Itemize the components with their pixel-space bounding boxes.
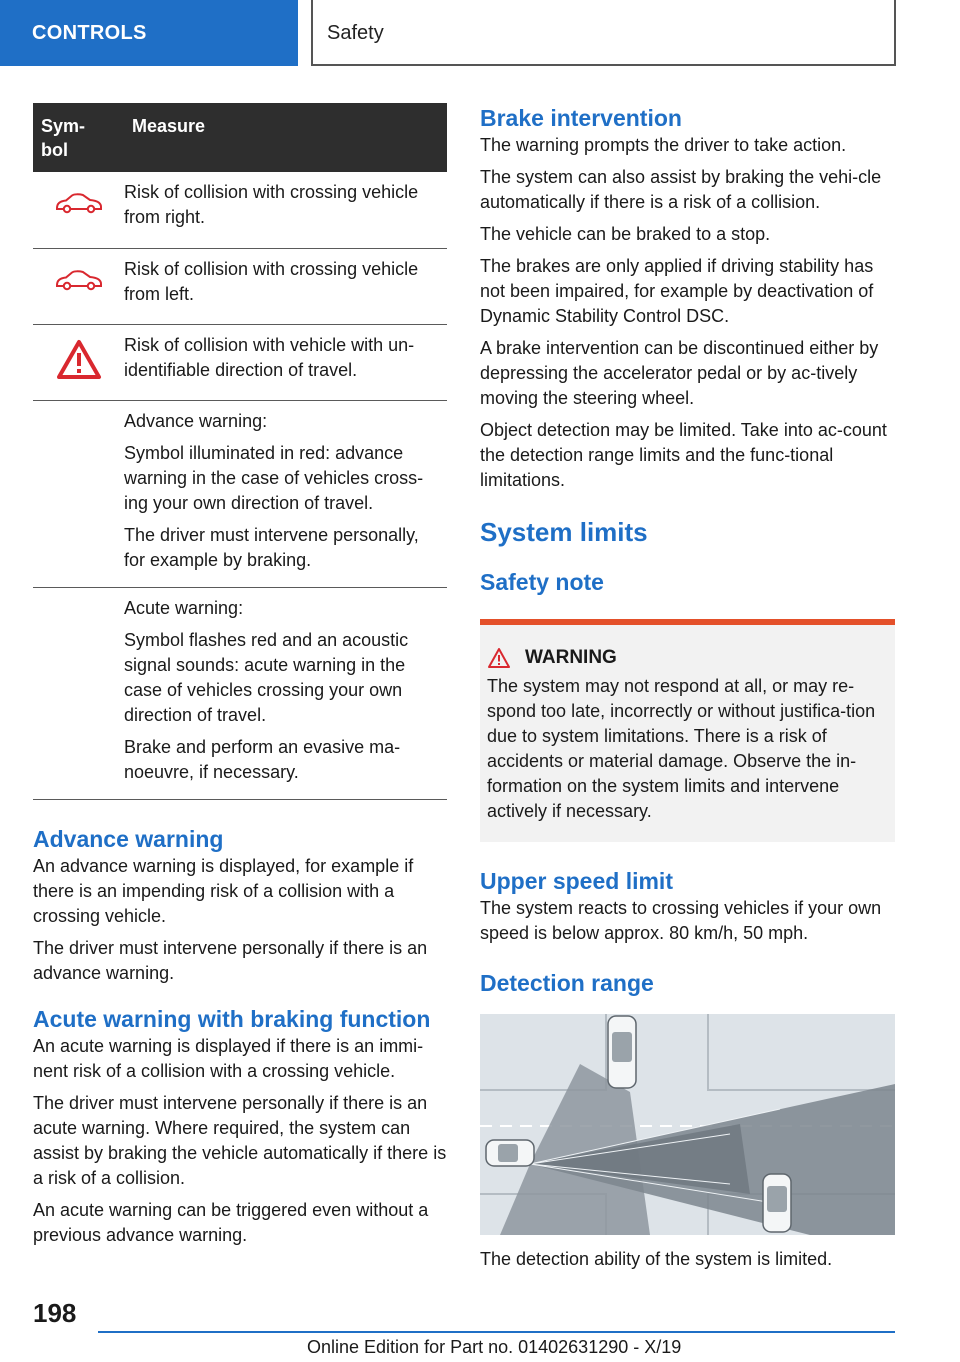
row-text: Brake and perform an evasive ma-noeuvre, if necessary.: [124, 736, 401, 782]
right-column: [480, 103, 895, 1279]
paragraph: A brake intervention can be discontinued either by depressing the accelerator pedal or by ac-tively moving the steering wheel.: [480, 338, 879, 408]
table-row: [33, 248, 447, 324]
paragraph: The brakes are only applied if driving stability has not been impaired, for example by deactivation of Dynamic Stability Control DSC.: [480, 256, 874, 326]
chapter-tab: CONTROLS: [0, 0, 298, 66]
paragraph: The driver must intervene personally if there is an acute warning. Where required, the system can assist by braking the vehicle automatically if there is a risk of a collision.: [33, 1092, 447, 1188]
section-title: Safety: [311, 0, 896, 66]
row-text: The driver must intervene personally, for example by braking.: [124, 524, 419, 570]
advance-warning-heading: Advance warning: [33, 825, 224, 852]
paragraph: An acute warning is displayed if there is an immi-nent risk of a collision with a crossing vehicle.: [33, 1035, 424, 1081]
paragraph: The vehicle can be braked to a stop.: [480, 224, 771, 244]
row-text: Symbol illuminated in red: advance warning in the case of vehicles cross-ing your own direction of travel.: [124, 442, 424, 513]
upper-speed-heading: Upper speed limit: [480, 868, 673, 894]
col-header-symbol: Sym- bol: [33, 103, 124, 172]
table-row: [33, 400, 447, 587]
detection-range-diagram: [480, 1014, 895, 1235]
brake-intervention-heading: Brake intervention: [480, 105, 682, 131]
car-top-icon: [608, 1016, 636, 1088]
footer-rule: [98, 1331, 895, 1333]
paragraph: The system can also assist by braking the vehi-cle automatically if there is a risk of a collision.: [480, 167, 882, 212]
car-top-icon: [763, 1174, 791, 1232]
warning-text: The system may not respond at all, or may re-spond too late, incorrectly or without justifica-tion due to system limitations. There is a risk of accidents or material damage. Observe the in-formation on the system limits and intervene actively if necessary.: [487, 676, 876, 821]
warning-triangle-icon: [56, 339, 102, 381]
row-text: Risk of collision with vehicle with un-identifiable direction of travel.: [124, 334, 415, 380]
table-row: [33, 172, 447, 248]
row-text: Acute warning:: [124, 597, 244, 618]
col-header-measure: Measure: [124, 103, 447, 172]
safety-note-heading: Safety note: [480, 569, 604, 595]
warning-label: WARNING: [525, 647, 617, 668]
row-text: Risk of collision with crossing vehicle from left.: [124, 258, 419, 304]
edition-text: Online Edition for Part no. 01402631290 - X/19: [307, 1337, 682, 1357]
system-limits-heading: System limits: [480, 517, 648, 547]
warning-box: [480, 619, 895, 842]
warning-triangle-icon: [487, 647, 511, 669]
row-text: Risk of collision with crossing vehicle from right.: [124, 182, 419, 227]
car-side-icon: [52, 263, 106, 299]
detection-range-heading: Detection range: [480, 970, 654, 996]
paragraph: The system reacts to crossing vehicles if your own speed is below approx. 80 km/h, 50 mph.: [480, 898, 882, 943]
table-row: [33, 587, 447, 799]
symbol-table: [33, 103, 447, 800]
intersection-illustration: [480, 1014, 895, 1235]
diagram-caption: The detection ability of the system is limited.: [480, 1249, 833, 1269]
paragraph: An advance warning is displayed, for example if there is an impending risk of a collision with a crossing vehicle.: [33, 855, 414, 926]
paragraph: The warning prompts the driver to take action.: [480, 135, 847, 155]
row-text: Symbol flashes red and an acoustic signal sounds: acute warning in the case of vehicles crossing your own direction of travel.: [124, 629, 409, 725]
paragraph: An acute warning can be triggered even without a previous advance warning.: [33, 1199, 429, 1245]
page-number: 198: [33, 1298, 77, 1328]
acute-warning-heading: Acute warning with braking function: [33, 1005, 431, 1032]
paragraph: Object detection may be limited. Take into ac-count the detection range limits and the func-tional limitations.: [480, 420, 887, 490]
car-top-icon: [486, 1140, 534, 1166]
paragraph: The driver must intervene personally if there is an advance warning.: [33, 937, 428, 983]
table-row: [33, 324, 447, 400]
left-column: [33, 103, 447, 1255]
car-side-icon: [52, 186, 106, 222]
row-text: Advance warning:: [124, 410, 268, 431]
